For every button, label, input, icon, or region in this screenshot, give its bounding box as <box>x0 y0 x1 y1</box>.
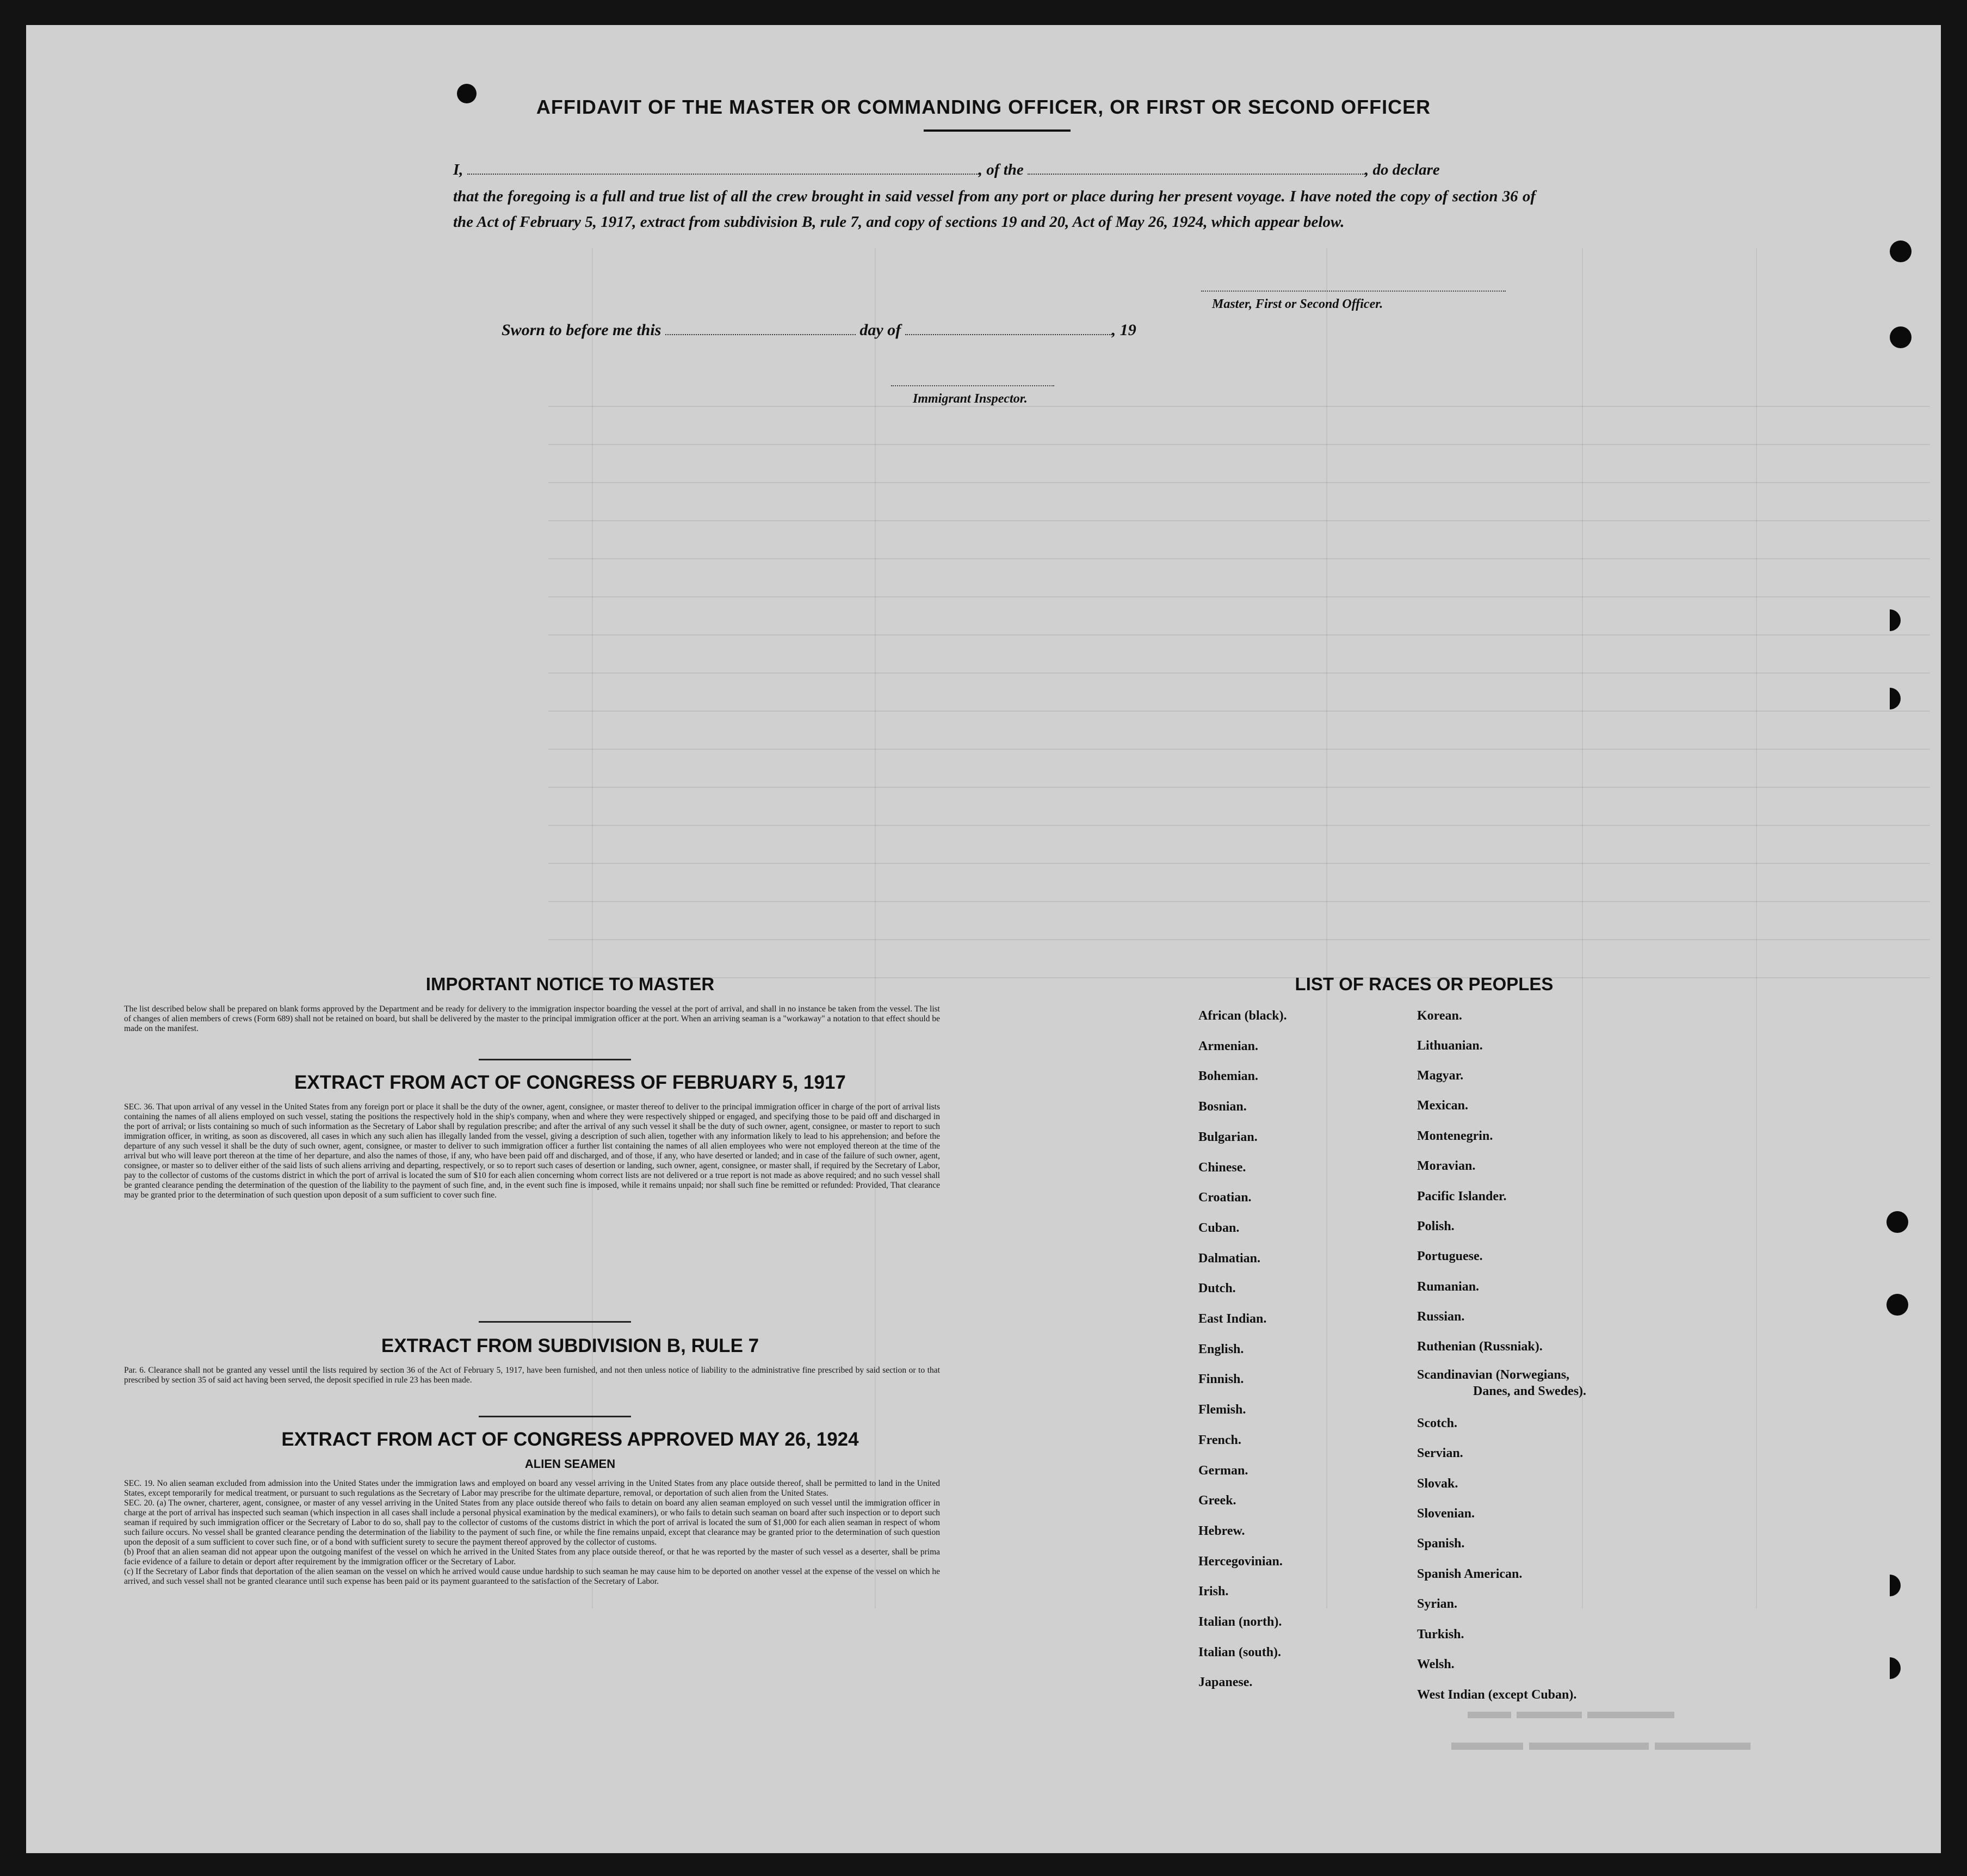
race-item: Armenian. <box>1198 1039 1258 1053</box>
notice-title: IMPORTANT NOTICE TO MASTER <box>425 974 715 994</box>
declare-label: , do declare <box>1365 161 1440 178</box>
race-item: Welsh. <box>1417 1657 1455 1671</box>
race-item: Portuguese. <box>1417 1249 1483 1263</box>
race-item: Slovenian. <box>1417 1507 1475 1521</box>
race-item: Italian (south). <box>1198 1645 1282 1659</box>
vessel-name-field[interactable] <box>1028 162 1365 175</box>
affidavit-title: AFFIDAVIT OF THE MASTER OR COMMANDING OFFICER, OR FIRST OR SECOND OFFICER <box>536 96 1431 118</box>
race-item: Slovak. <box>1417 1477 1458 1491</box>
declarant-prefix: I, <box>453 161 463 178</box>
race-item: German. <box>1198 1463 1248 1478</box>
declarant-name-field[interactable] <box>467 162 979 175</box>
master-signature-line[interactable] <box>1201 291 1506 292</box>
punch-hole <box>1890 240 1912 262</box>
punch-hole <box>1879 688 1901 709</box>
race-item: French. <box>1198 1433 1241 1447</box>
race-item: Hebrew. <box>1198 1523 1245 1538</box>
extract-rule7-body: Par. 6. Clearance shall not be granted any vessel until the lists required by section 36 of the Act of February 5, 1917, have been furnished, and not then unless notice of liability to the administrative fine prescribed by said section or to that prescribed by section 35 of said act having been served, the deposit specified in rule 23 has been made. <box>124 1366 940 1385</box>
race-item: Magyar. <box>1417 1069 1464 1083</box>
races-title: LIST OF RACES OR PEOPLES <box>1295 974 1554 994</box>
race-item: English. <box>1198 1342 1244 1356</box>
race-item: Ruthenian (Russniak). <box>1417 1340 1543 1354</box>
race-item: Bohemian. <box>1198 1069 1259 1084</box>
race-item: Moravian. <box>1417 1159 1476 1173</box>
race-item: Cuban. <box>1198 1220 1240 1235</box>
race-item: Japanese. <box>1198 1675 1253 1690</box>
ship-stamp-mark: ▬▬▬ ▬▬▬▬▬ ▬▬▬▬ <box>1451 1729 1750 1755</box>
punch-hole <box>1886 1294 1908 1316</box>
punch-hole <box>1879 1575 1901 1596</box>
master-signature-label: Master, First or Second Officer. <box>1212 297 1383 311</box>
race-item: Rumanian. <box>1417 1280 1480 1294</box>
race-item: Greek. <box>1198 1494 1236 1508</box>
extract-1917-title: EXTRACT FROM ACT OF CONGRESS OF FEBRUARY 5, 1917 <box>294 1072 846 1093</box>
sworn-day-field[interactable] <box>665 322 856 335</box>
punch-hole <box>1886 1211 1908 1233</box>
sec20c-text: (c) If the Secretary of Labor finds that deportation of the alien seaman on the vessel on which he arrived would cause undue hardship to such seaman he may cause him to be deported on another vessel at the expense of the vessel on which he arrived, and such vessel shall not be granted clearance until such expense has been paid or its payment guaranteed to the satisfaction of the Secretary of Labor. <box>124 1567 940 1586</box>
race-item: Dutch. <box>1198 1281 1236 1296</box>
affidavit-body: that the foregoing is a full and true list of all the crew brought in said vessel from any port or place during her present voyage. I have noted the copy of section 36 of the Act of February 5, 1917, extract from subdivision B, rule 7, and copy of sections 19 and 20, Act of May 26, 1924, which appear below. <box>453 188 1536 231</box>
extract-1924-subtitle: ALIEN SEAMEN <box>524 1457 616 1471</box>
section-divider <box>479 1321 631 1323</box>
race-item: Scotch. <box>1417 1416 1457 1430</box>
race-item: East Indian. <box>1198 1312 1267 1326</box>
inspector-label: Immigrant Inspector. <box>913 392 1028 406</box>
race-item: Chinese. <box>1198 1160 1246 1175</box>
race-item: African (black). <box>1198 1009 1287 1023</box>
race-item: Bulgarian. <box>1198 1130 1258 1144</box>
race-item: Servian. <box>1417 1446 1463 1460</box>
race-item: Bosnian. <box>1198 1100 1247 1114</box>
race-item: Dalmatian. <box>1198 1251 1260 1266</box>
sec19-text: SEC. 19. No alien seaman excluded from admission into the United States under the immigration laws and employed on board any vessel arriving in the United States from any place outside thereof, shall be permitted to land in the United States, except temporarily for medical treatment, or pursuant to such regulations as the Secretary of Labor may prescribe for the ultimate departure, removal, or deportation of such alien from the United States. <box>124 1479 940 1498</box>
extract-1917-body: SEC. 36. That upon arrival of any vessel in the United States from any foreign port or place it shall be the duty of the owner, agent, consignee, or master thereof to deliver to the principal immigration officer in charge of the port of arrival lists containing the names of all aliens employed on such vessel, stating the positions the respectively hold in the ship's company, when and where they were respectively shipped or engaged, and specifying those to be paid off and discharged in the port of arrival; or lists containing so much of such information as the Secretary of Labor shall by regulation prescribe; and after the arrival of any such vessel it shall be the duty of such owner, agent, consignee, or master to report to such immigration officer, in writing, as soon as discovered, all cases in which any such alien has illegally landed from the vessel, giving a description of such alien, together with any information likely to lead to his apprehension; and before the departure of any such vessel it shall be the duty of such owner, agent, consignee, or master to deliver to such immigration officer a further list containing the names of all alien employees who were not employed thereon at the time of the arrival but who will leave port thereon at the time of her departure, and also the names of those, if any, who have been paid off and discharged, and of those, if any, who have deserted or landed; and in case of the failure of such owner, agent, consignee, or master so to deliver either of the said lists of such aliens arriving and departing, respectively, or so to report such cases of desertion or landing, such owner, agent, consignee, or master shall, if required by the Secretary of Labor, pay to the collector of customs of the customs district in which the port of arrival is located the sum of $10 for each alien concerning whom correct lists are not delivered or a true report is not made as above required; and no such vessel shall be granted clearance pending the determination of the question of the liability to the payment of such fine, and, in the event such fine is imposed, while it remains unpaid; nor shall such fine be remitted or refunded: Provided, That clearance may be granted prior to the determination of such question upon deposit of a sum sufficient to cover such fine. <box>124 1102 940 1200</box>
race-item: Spanish American. <box>1417 1567 1523 1581</box>
race-item: Finnish. <box>1198 1372 1244 1387</box>
race-item: Polish. <box>1417 1219 1455 1233</box>
document-sheet <box>26 25 1941 1853</box>
race-item: West Indian (except Cuban). <box>1417 1688 1577 1702</box>
punch-hole <box>1879 1657 1901 1679</box>
race-item: Turkish. <box>1417 1627 1464 1642</box>
inspector-signature-line[interactable] <box>891 385 1054 386</box>
notice-body: The list described below shall be prepared on blank forms approved by the Department and be ready for delivery to the immigration inspector boarding the vessel at the port of arrival, and shall in no instance be taken from the vessel. The list of changes of alien members of crews (Form 689) shall not be retained on board, but shall be delivered by the master to the principal immigration officer at the port. When an arriving seaman is a "workaway" a notation to that effect should be made on the manifest. <box>124 1004 940 1033</box>
title-underline <box>924 129 1071 132</box>
race-item: Montenegrin. <box>1417 1129 1493 1143</box>
extract-1924-body <box>124 1479 940 1587</box>
sworn-label: Sworn to before me this <box>502 321 661 339</box>
sworn-line <box>502 321 1136 340</box>
extract-rule7-title: EXTRACT FROM SUBDIVISION B, RULE 7 <box>381 1335 759 1356</box>
day-of-label: day of <box>859 321 901 339</box>
race-item: Hercegovinian. <box>1198 1554 1283 1569</box>
sec20a-text: SEC. 20. (a) The owner, charterer, agent, consignee, or master of any vessel arriving in the United States from any place outside thereof who fails to detain on board any alien seaman employed on such vessel until the immigration officer in charge at the port of arrival has inspected such seaman (which inspection in all cases shall include a personal physical examination by the medical examiners), or who fails to detain such seaman on board after such inspection or to deport such seaman if required by such immigration officer or the Secretary of Labor to do so, shall pay to the collector of customs of the customs district in which the port of arrival is located the sum of $1,000 for each alien seaman in respect of whom such failure occurs. No vessel shall be granted clearance pending the determination of the liability to the payment of such fine, or while the fine remains unpaid, except that clearance may be granted prior to the determination of such question upon the deposit of a sum sufficient to cover such fine, or of a bond with sufficient surety to secure the payment thereof approved by the collector of customs. <box>124 1498 940 1547</box>
year-prefix: , 19 <box>1111 321 1136 339</box>
sworn-month-field[interactable] <box>905 322 1112 335</box>
ship-stamp-mark: ▬▬ ▬▬▬ ▬▬▬▬ <box>1468 1699 1674 1723</box>
punch-hole <box>1890 326 1912 348</box>
sec20b-text: (b) Proof that an alien seaman did not appear upon the outgoing manifest of the vessel on which he arrived in the United States from any place outside thereof, or that he was reported by the master of such vessel as a deserter, shall be prima facie evidence of a failure to detain or deport after requirement by the immigration officer or the Secretary of Labor. <box>124 1547 940 1566</box>
race-item: Spanish. <box>1417 1536 1465 1551</box>
race-item: Russian. <box>1417 1310 1465 1324</box>
race-item: Lithuanian. <box>1417 1039 1483 1053</box>
section-divider <box>479 1416 631 1417</box>
race-item: Pacific Islander. <box>1417 1189 1507 1204</box>
race-item: Korean. <box>1417 1009 1462 1023</box>
race-item: Croatian. <box>1198 1190 1252 1205</box>
extract-1924-title: EXTRACT FROM ACT OF CONGRESS APPROVED MAY 26, 1924 <box>281 1429 859 1450</box>
race-item: Flemish. <box>1198 1403 1246 1417</box>
race-item: Italian (north). <box>1198 1615 1282 1629</box>
race-item: Scandinavian (Norwegians, <box>1417 1368 1570 1382</box>
race-item: Syrian. <box>1417 1597 1458 1611</box>
punch-hole <box>1879 609 1901 631</box>
race-item: Danes, and Swedes). <box>1473 1384 1587 1398</box>
declaration-line <box>453 161 1440 179</box>
race-item: Mexican. <box>1417 1099 1468 1113</box>
vessel-of-label: , of the <box>978 161 1024 178</box>
race-item: Irish. <box>1198 1584 1229 1599</box>
section-divider <box>479 1059 631 1060</box>
